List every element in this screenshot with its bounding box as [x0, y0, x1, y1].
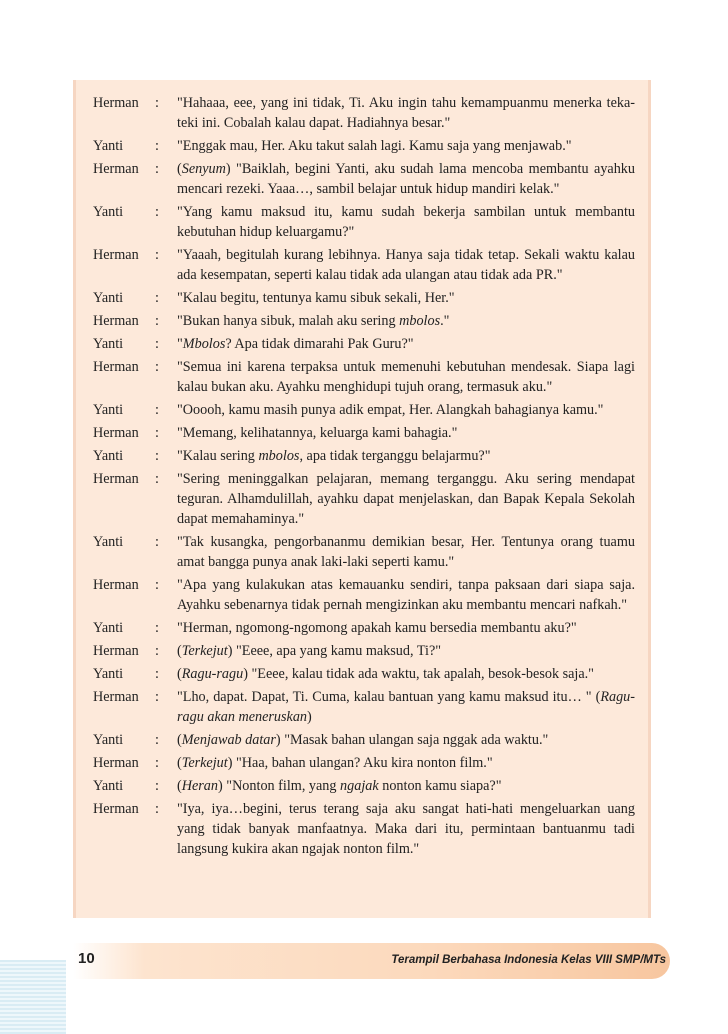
text-segment: "Apa yang kulakukan atas kemauanku sendiri, tanpa paksaan dari siapa saja. Ayahku sebenarnya tidak pernah mengizinkan aku membantu mencari nafkah." — [177, 577, 635, 613]
dialog-text — [177, 618, 635, 638]
speaker-name: Yanti — [93, 204, 124, 220]
dialog-line — [93, 575, 635, 615]
dialog-text — [177, 311, 635, 331]
speaker-colon: : — [155, 448, 159, 464]
speaker-colon: : — [155, 643, 159, 659]
text-segment: ) "Eeee, apa yang kamu maksud, Ti?" — [227, 643, 442, 659]
speaker-colon: : — [155, 336, 159, 352]
corner-decoration — [0, 960, 66, 1034]
speaker-name: Yanti — [93, 778, 124, 794]
speaker-name: Herman — [93, 359, 139, 375]
dialog-line — [93, 664, 635, 684]
speaker-name: Yanti — [93, 402, 124, 418]
dialog-text — [177, 641, 635, 661]
dialog-text — [177, 334, 635, 354]
speaker-colon: : — [155, 534, 159, 550]
text-segment: ( — [177, 666, 182, 682]
speaker-name: Yanti — [93, 620, 124, 636]
speaker-name: Yanti — [93, 336, 124, 352]
speaker-colon: : — [155, 732, 159, 748]
speaker-colon: : — [155, 359, 159, 375]
dialog-text — [177, 575, 635, 615]
speaker-name: Yanti — [93, 666, 124, 682]
speaker-name: Herman — [93, 643, 139, 659]
text-segment: "Hahaaa, eee, yang ini tidak, Ti. Aku ingin tahu kemampuanmu menerka teka-teki ini. Cobalah kalau dapat. Hadiahnya besar." — [177, 95, 635, 131]
speaker-colon: : — [155, 425, 159, 441]
italic-segment: mbolos — [258, 448, 300, 464]
text-segment: "Lho, dapat. Dapat, Ti. Cuma, kalau bantuan yang kamu maksud itu… " ( — [177, 689, 601, 705]
text-segment: "Sering meninggalkan pelajaran, memang terganggu. Aku sering mendapat teguran. Alhamdulillah, ayahku dapat menjelaskan, dan Bapak Kepala Sekolah dapat memahaminya." — [177, 471, 635, 527]
dialog-line — [93, 288, 635, 308]
italic-segment: Ragu-ragu — [181, 666, 244, 682]
italic-segment: Heran — [181, 778, 218, 794]
text-segment: "Memang, kelihatannya, keluarga kami bahagia." — [177, 425, 458, 441]
dialog-line — [93, 245, 635, 285]
speaker-name: Herman — [93, 425, 139, 441]
text-segment: ) "Eeee, kalau tidak ada waktu, tak apalah, besok-besok saja." — [243, 666, 594, 682]
dialog-text — [177, 730, 635, 750]
speaker-name: Herman — [93, 755, 139, 771]
dialog-text — [177, 159, 635, 199]
book-title: Terampil Berbahasa Indonesia Kelas VIII SMP/MTs — [391, 954, 666, 966]
speaker-name: Yanti — [93, 448, 124, 464]
text-segment: ( — [177, 161, 182, 177]
text-segment: ( — [177, 643, 182, 659]
dialog-text — [177, 93, 635, 133]
speaker-colon: : — [155, 471, 159, 487]
text-segment: "Kalau sering — [177, 448, 259, 464]
text-segment: " — [177, 336, 183, 352]
dialog-line — [93, 469, 635, 529]
dialog-text — [177, 687, 635, 727]
speaker-colon: : — [155, 689, 159, 705]
speaker-name: Herman — [93, 577, 139, 593]
dialog-text — [177, 288, 635, 308]
text-segment: "Herman, ngomong-ngomong apakah kamu bersedia membantu aku?" — [177, 620, 577, 636]
speaker-colon: : — [155, 778, 159, 794]
dialog-text — [177, 776, 635, 796]
speaker-name: Yanti — [93, 290, 124, 306]
speaker-name: Yanti — [93, 534, 124, 550]
text-segment: ( — [177, 732, 182, 748]
text-segment: "Iya, iya…begini, terus terang saja aku sangat hati-hati mengeluarkan uang yang tidak banyak manfaatnya. Maka dari itu, permintaan bantuanmu tadi langsung kukira akan ngajak nonton film." — [177, 801, 635, 857]
dialog-text — [177, 423, 635, 443]
speaker-name: Herman — [93, 313, 139, 329]
dialog-line — [93, 202, 635, 242]
italic-segment: Menjawab datar — [181, 732, 276, 748]
speaker-colon: : — [155, 402, 159, 418]
dialog-line — [93, 753, 635, 773]
text-segment: nonton kamu siapa?" — [378, 778, 502, 794]
text-segment: ? Apa tidak dimarahi Pak Guru?" — [225, 336, 414, 352]
italic-segment: Ragu-ragu akan meneruskan — [177, 689, 635, 725]
speaker-colon: : — [155, 313, 159, 329]
speaker-colon: : — [155, 204, 159, 220]
text-segment: "Bukan hanya sibuk, malah aku sering — [177, 313, 400, 329]
text-segment: ( — [177, 778, 182, 794]
dialog-line — [93, 618, 635, 638]
speaker-name: Yanti — [93, 732, 124, 748]
page-number: 10 — [78, 950, 95, 967]
dialog-line — [93, 400, 635, 420]
text-segment: ) "Haa, bahan ulangan? Aku kira nonton film." — [227, 755, 493, 771]
dialog-line — [93, 159, 635, 199]
dialog-text — [177, 664, 635, 684]
dialog-text — [177, 799, 635, 859]
speaker-colon: : — [155, 138, 159, 154]
dialog-text — [177, 446, 635, 466]
dialog-line — [93, 334, 635, 354]
dialog-line — [93, 357, 635, 397]
dialog-text — [177, 753, 635, 773]
dialog-text — [177, 400, 635, 420]
text-segment: "Kalau begitu, tentunya kamu sibuk sekali, Her." — [177, 290, 455, 306]
italic-segment: Senyum — [181, 161, 226, 177]
speaker-name: Herman — [93, 247, 139, 263]
text-segment: ) "Baiklah, begini Yanti, aku sudah lama mencoba membantu ayahku mencari rezeki. Yaaa…, sambil belajar untuk hidup mandiri kelak." — [177, 161, 635, 197]
dialog-line — [93, 641, 635, 661]
text-segment: ) "Nonton film, yang — [218, 778, 341, 794]
dialog-list — [93, 93, 635, 862]
italic-segment: Mbolos — [182, 336, 226, 352]
speaker-colon: : — [155, 755, 159, 771]
dialog-line — [93, 311, 635, 331]
text-segment: , apa tidak terganggu belajarmu?" — [299, 448, 491, 464]
speaker-colon: : — [155, 247, 159, 263]
speaker-colon: : — [155, 161, 159, 177]
text-segment: ) — [307, 709, 312, 725]
dialog-line — [93, 93, 635, 133]
speaker-name: Yanti — [93, 138, 124, 154]
dialog-text — [177, 136, 635, 156]
speaker-name: Herman — [93, 689, 139, 705]
dialog-text — [177, 532, 635, 572]
dialog-line — [93, 776, 635, 796]
dialog-line — [93, 799, 635, 859]
dialog-line — [93, 423, 635, 443]
text-segment: "Tak kusangka, pengorbananmu demikian besar, Her. Tentunya orang tuamu amat bangga punya anak laki-laki seperti kamu." — [177, 534, 635, 570]
speaker-name: Herman — [93, 471, 139, 487]
dialog-text — [177, 469, 635, 529]
dialog-line — [93, 136, 635, 156]
italic-segment: Terkejut — [181, 643, 228, 659]
dialog-text — [177, 357, 635, 397]
dialog-line — [93, 730, 635, 750]
dialog-line — [93, 446, 635, 466]
speaker-colon: : — [155, 290, 159, 306]
dialog-text — [177, 202, 635, 242]
dialog-text — [177, 245, 635, 285]
text-segment: ." — [440, 313, 450, 329]
dialog-line — [93, 532, 635, 572]
italic-segment: ngajak — [340, 778, 379, 794]
dialog-line — [93, 687, 635, 727]
speaker-colon: : — [155, 95, 159, 111]
speaker-name: Herman — [93, 801, 139, 817]
text-segment: "Ooooh, kamu masih punya adik empat, Her. Alangkah bahagianya kamu." — [177, 402, 604, 418]
text-segment: ( — [177, 755, 182, 771]
italic-segment: Terkejut — [181, 755, 228, 771]
speaker-name: Herman — [93, 161, 139, 177]
speaker-colon: : — [155, 801, 159, 817]
text-segment: ) "Masak bahan ulangan saja nggak ada waktu." — [275, 732, 549, 748]
speaker-colon: : — [155, 666, 159, 682]
italic-segment: mbolos — [399, 313, 441, 329]
speaker-colon: : — [155, 577, 159, 593]
text-segment: "Yaaah, begitulah kurang lebihnya. Hanya saja tidak tetap. Sekali waktu kalau ada kesempatan, seperti kalau tidak ada ulangan atau tidak ada PR." — [177, 247, 635, 283]
speaker-colon: : — [155, 620, 159, 636]
text-segment: "Semua ini karena terpaksa untuk memenuhi kebutuhan mendesak. Siapa lagi kalau bukan aku. Ayahku menghidupi tujuh orang, termasuk aku." — [177, 359, 635, 395]
speaker-name: Herman — [93, 95, 139, 111]
text-segment: "Enggak mau, Her. Aku takut salah lagi. Kamu saja yang menjawab." — [177, 138, 572, 154]
text-segment: "Yang kamu maksud itu, kamu sudah bekerja sambilan untuk membantu kebutuhan hidup keluargamu?" — [177, 204, 635, 240]
